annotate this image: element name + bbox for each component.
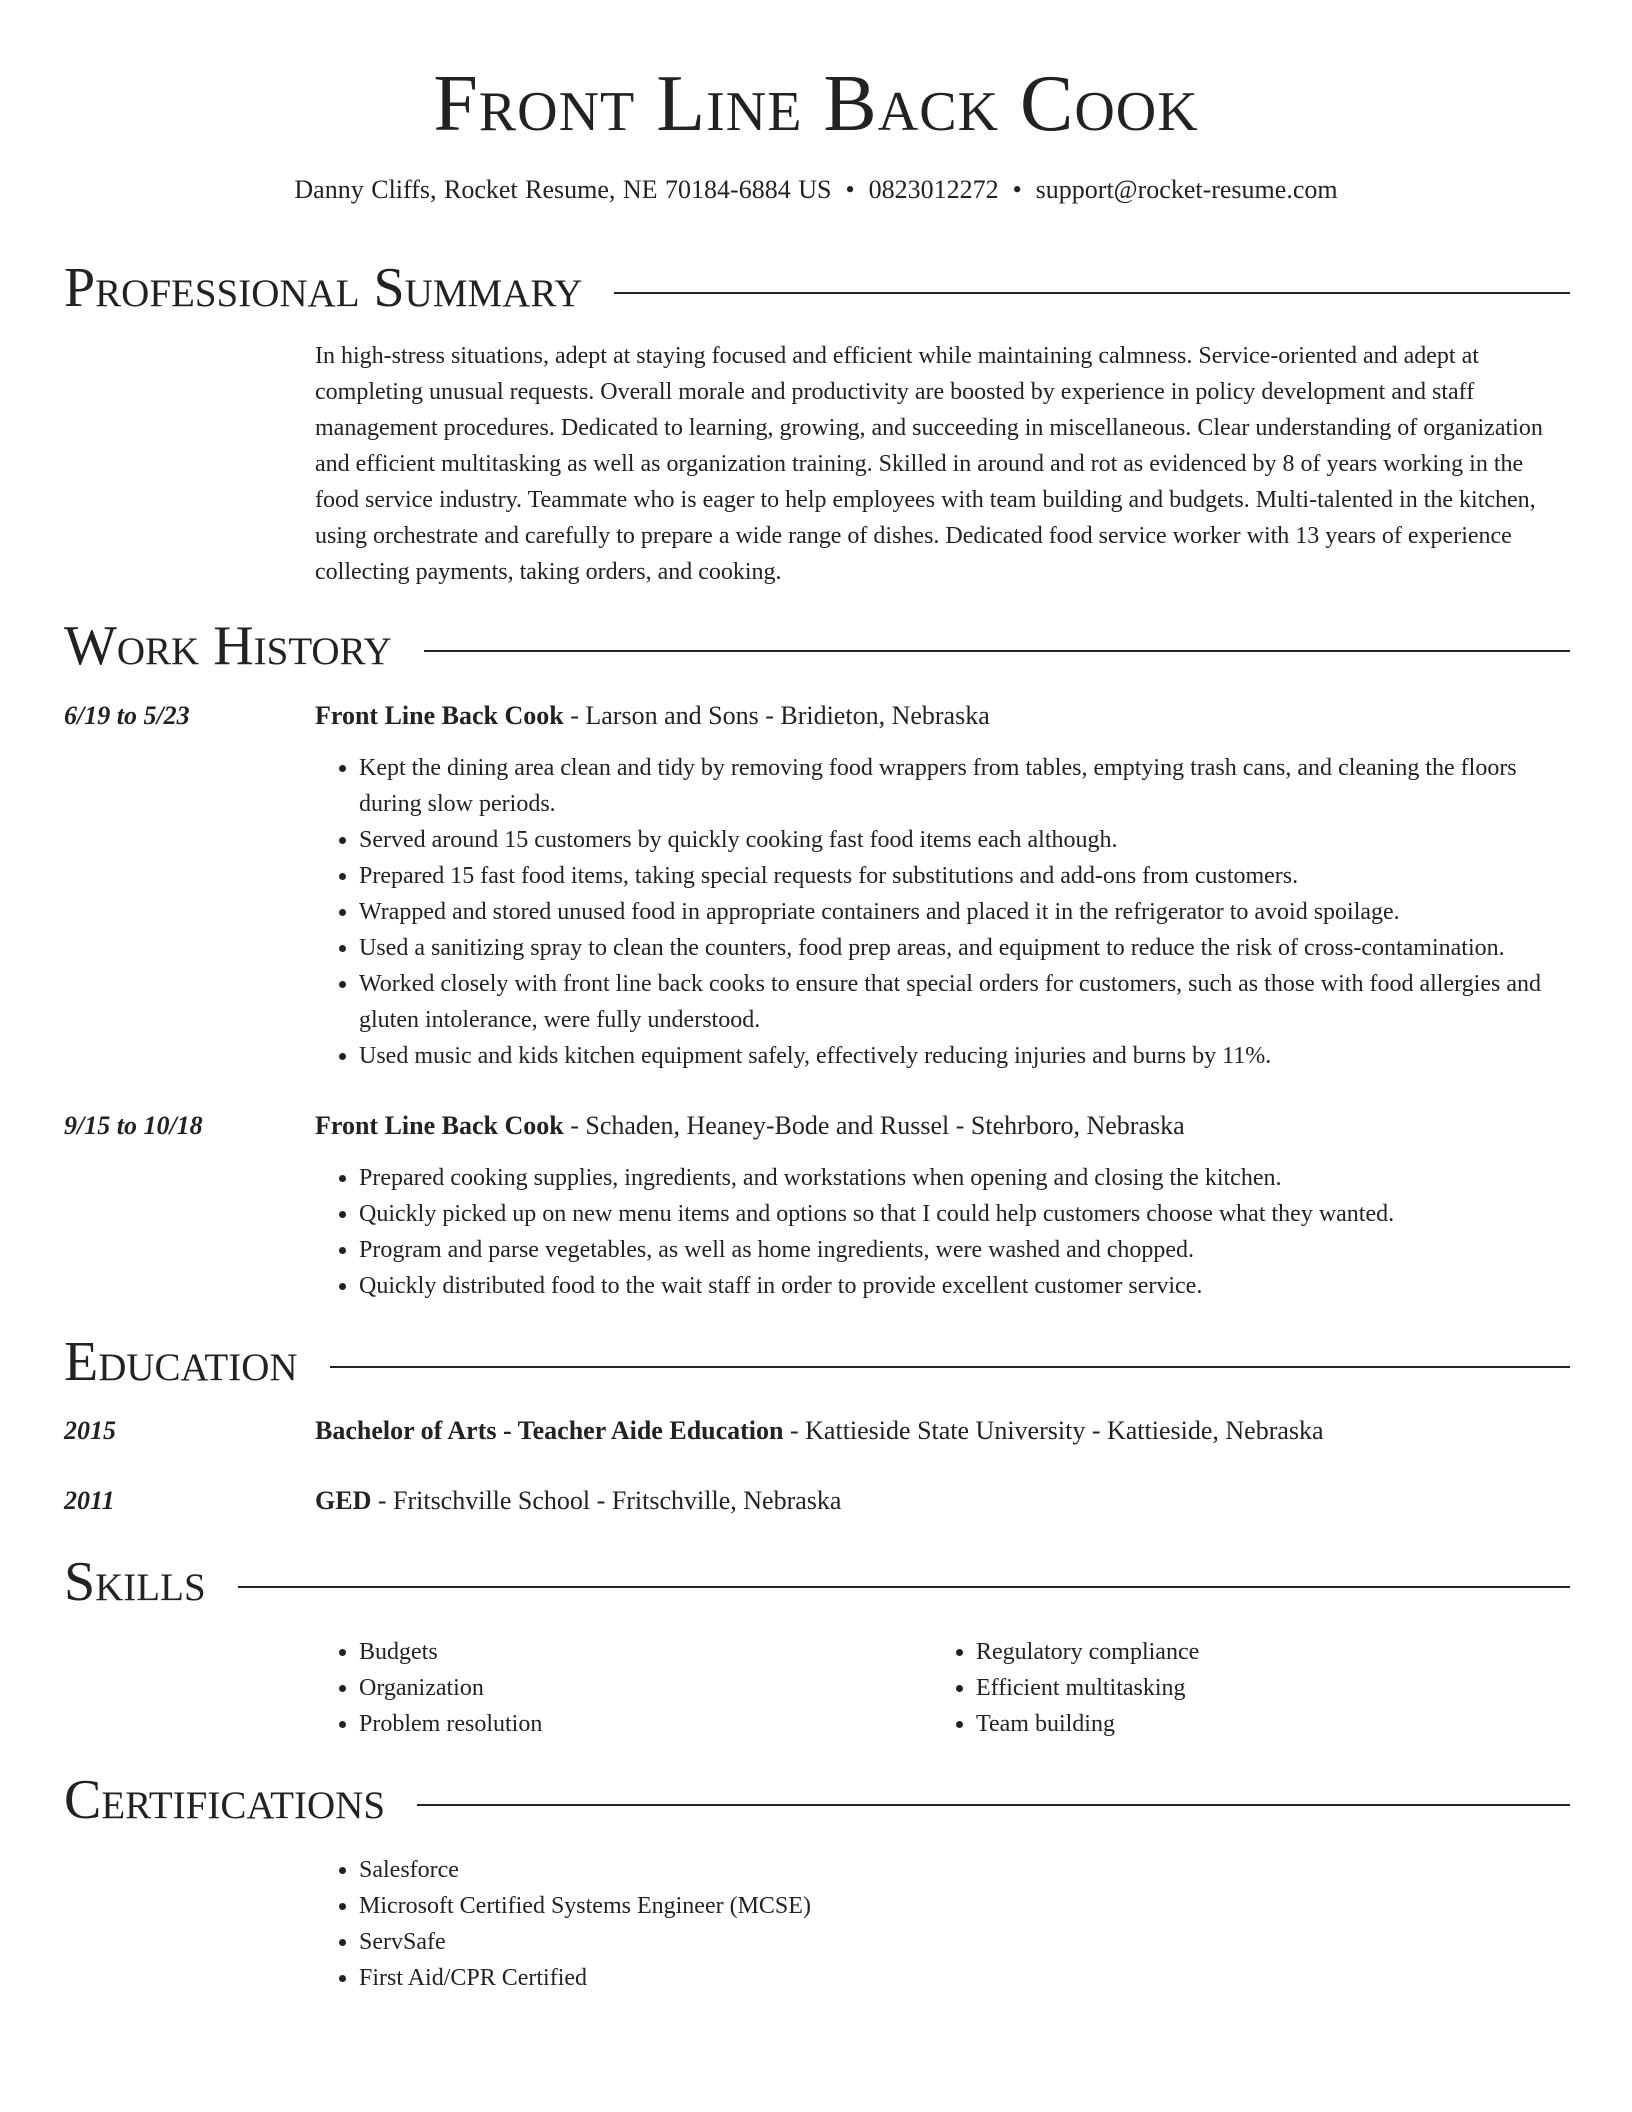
list-item: • Quickly distributed food to the wait staff in order to provide excellent customer service. [359, 1268, 1570, 1304]
job-dates: 9/15 to 10/18 [64, 1111, 203, 1140]
education-degree: Bachelor of Arts - Teacher Aide Education [315, 1416, 784, 1445]
job-dates: 6/19 to 5/23 [64, 701, 190, 730]
list-item: • Worked closely with front line back cooks to ensure that special orders for customers, such as those with food allergies and gluten intolerance, were fully understood. [359, 966, 1570, 1038]
section-header-skills [64, 1546, 1570, 1613]
skills-list-left [315, 1634, 919, 1742]
section-divider [424, 650, 1570, 652]
education-entry [315, 1483, 1570, 1519]
job-employer: - Larson and Sons - Bridieton, Nebraska [563, 701, 990, 730]
certification-item: • Salesforce [359, 1852, 1559, 1888]
section-divider [238, 1586, 1570, 1588]
job-bullets [315, 1160, 1570, 1304]
contact-address: Danny Cliffs, Rocket Resume, NE 70184-6884 US [294, 175, 832, 204]
list-item: • Used a sanitizing spray to clean the counters, food prep areas, and equipment to reduce the risk of cross-contamination. [359, 930, 1570, 966]
contact-phone: 0823012272 [868, 175, 999, 204]
certifications-list [315, 1852, 1559, 1996]
section-title: Professional Summary [64, 257, 583, 319]
skill-item: • Budgets [359, 1634, 919, 1670]
job-bullets [315, 750, 1570, 1074]
list-item: • Wrapped and stored unused food in appropriate containers and placed it in the refrigerator to avoid spoilage. [359, 894, 1570, 930]
certification-item: • First Aid/CPR Certified [359, 1960, 1559, 1996]
job-employer: - Schaden, Heaney-Bode and Russel - Stehrboro, Nebraska [563, 1111, 1185, 1140]
education-entry [315, 1413, 1570, 1449]
skill-item: • Team building [976, 1706, 1576, 1742]
list-item: • Used music and kids kitchen equipment safely, effectively reducing injuries and burns by 11%. [359, 1038, 1570, 1074]
section-title: Work History [64, 615, 392, 677]
job-title: Front Line Back Cook [315, 701, 564, 730]
contact-separator: • [845, 175, 855, 204]
education-year: 2011 [64, 1486, 115, 1515]
education-school: - Kattieside State University - Kattieside, Nebraska [783, 1416, 1324, 1445]
list-item: • Quickly picked up on new menu items and options so that I could help customers choose what they wanted. [359, 1196, 1570, 1232]
skills-list-right [932, 1634, 1576, 1742]
section-divider [330, 1366, 1570, 1368]
contact-separator: • [1012, 175, 1022, 204]
list-item: • Prepared 15 fast food items, taking special requests for substitutions and add-ons from customers. [359, 858, 1570, 894]
contact-line [0, 172, 1632, 208]
list-item: • Kept the dining area clean and tidy by removing food wrappers from tables, emptying trash cans, and cleaning the floors during slow periods. [359, 750, 1570, 822]
resume-name: Front Line Back Cook [433, 60, 1199, 148]
list-item: • Program and parse vegetables, as well as home ingredients, were washed and chopped. [359, 1232, 1570, 1268]
section-title: Education [64, 1331, 298, 1393]
contact-email: support@rocket-resume.com [1035, 175, 1338, 204]
list-item: • Served around 15 customers by quickly cooking fast food items each although. [359, 822, 1570, 858]
job-heading [315, 1108, 1570, 1144]
education-school: - Fritschville School - Fritschville, Nebraska [371, 1486, 842, 1515]
job-heading [315, 698, 1570, 734]
skill-item: • Regulatory compliance [976, 1634, 1576, 1670]
skill-item: • Organization [359, 1670, 919, 1706]
education-year: 2015 [64, 1416, 116, 1445]
certification-item: • ServSafe [359, 1924, 1559, 1960]
section-header-education [64, 1326, 1570, 1393]
skill-item: • Efficient multitasking [976, 1670, 1576, 1706]
section-header-summary [64, 252, 1570, 319]
section-header-certifications [64, 1764, 1570, 1831]
summary-text: In high-stress situations, adept at staying focused and efficient while maintaining calmness. Service-oriented and adept at completing unusual requests. Overall morale and productivity are boosted by experience in policy development and staff management procedures. Dedicated to learning, growing, and succeeding in miscellaneous. Clear understanding of organization and efficient multitasking as well as organization training. Skilled in around and rot as evidenced by 8 of years working in the food service industry. Teammate who is eager to help employees with team building and budgets. Multi-talented in the kitchen, using orchestrate and carefully to prepare a wide range of dishes. Dedicated food service worker with 13 years of experience collecting payments, taking orders, and cooking. [315, 343, 1543, 585]
section-title: Skills [64, 1551, 206, 1613]
job-title: Front Line Back Cook [315, 1111, 564, 1140]
skill-item: • Problem resolution [359, 1706, 919, 1742]
education-degree: GED [315, 1486, 372, 1515]
section-divider [417, 1804, 1570, 1806]
certification-item: • Microsoft Certified Systems Engineer (MCSE) [359, 1888, 1559, 1924]
list-item: • Prepared cooking supplies, ingredients, and workstations when opening and closing the kitchen. [359, 1160, 1570, 1196]
section-title: Certifications [64, 1769, 386, 1831]
section-header-work-history [64, 610, 1570, 677]
section-divider [614, 292, 1570, 294]
